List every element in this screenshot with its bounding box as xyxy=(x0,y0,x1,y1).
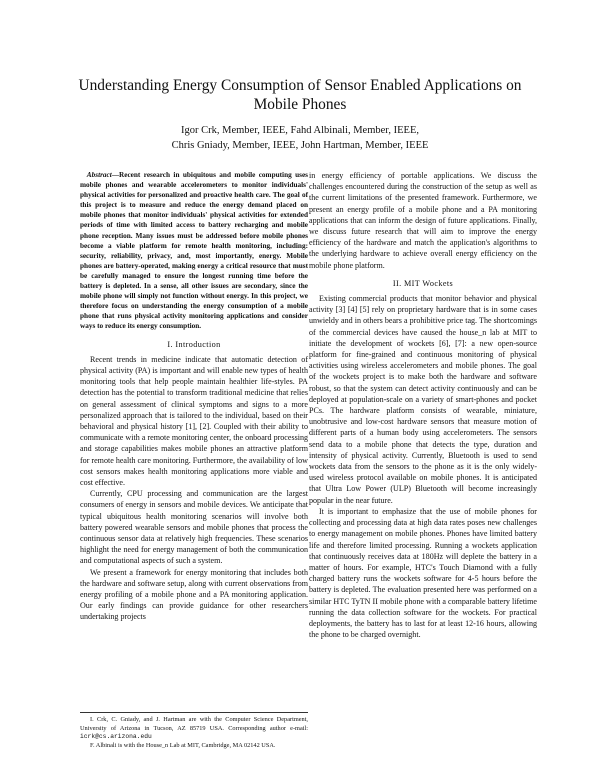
section-heading-mit-wockets: II. MIT Wockets xyxy=(392,278,454,288)
author-list xyxy=(70,124,530,153)
authors-line-2: Chris Gniady, Member, IEEE, John Hartman, Member, IEEE xyxy=(171,139,429,151)
section-heading-introduction: I. Introduction xyxy=(167,339,221,349)
intro-paragraph-3: We present a framework for energy monitoring that includes both the hardware and software setup, along with current observations from energy profiling of a mobile phone and a PA monitoring application. Our early findings can provide guidance for other researchers undertaking projects xyxy=(80,567,308,622)
intro-paragraph-2: Currently, CPU processing and communication are the largest consumers of energy in sensors and mobile devices. We anticipate that typical ubiquitous health monitoring scenarios will involve both battery powered wearable sensors and mobile phones that process the continuous sensor data at relatively high frequencies. These scenarios highlight the need for energy management of both the communication and computational aspects of such a system. xyxy=(80,489,308,566)
mit-wockets-paragraph-2: It is important to emphasize that the use of mobile phones for collecting and processing data at high data rates poses new challenges to energy management on mobile phones. Phones have limited battery life and therefore limited processing. Running a wockets application that continuously receives data at 180Hz will deplete the battery in a matter of hours. For example, HTC's Touch Diamond with a fully charged battery runs the wockets software for 4-5 hours before the battery is depleted. The evaluation presented here was performed on a similar HTC TyTN II mobile phone with a comparable battery lifetime running the data collection software for the wockets. For practical deployments, the battery has to last for at least 12-16 hours, allowing the phone to be charged overnight. xyxy=(309,506,537,640)
footnote-1-email[interactable]: icrk@cs.arizona.edu xyxy=(80,733,152,741)
mit-wockets-paragraph-1: Existing commercial products that monitor behavior and physical activity [3] [4] [5] rely on proprietary hardware that is in some cases unwieldy and in others bears a prohibitive price tag. The shortcomings of the commercial devices have caused the house_n lab at MIT to initiate the development of wockets [6], [7]: a new open-source platform for fine-grained and continuous monitoring of physical activities using wireless accelerometers and mobile phones. The goal of the wockets project is to make both the hardware and software robust, so that the system can detect activity continuously and can be deployed at population-scale on a variety of smart-phones and pocket PCs. The hardware platform consists of wearable, miniature, unobtrusive and low-cost hardware sensors that measure motion of different parts of a human body using accelerometers. The sensors send data to a mobile phone that detects the type, duration and intensity of physical activity. Currently, Bluetooth is used to send wockets data from the sensors to the phone as it is the only widely-used wireless protocol available on mobile phones. It is anticipated that Ultra Low Power (ULP) Bluetooth will become increasingly popular in the near future. xyxy=(309,294,537,505)
authors-line-1: Igor Crk, Member, IEEE, Fahd Albinali, Member, IEEE, xyxy=(181,125,419,136)
right-column xyxy=(309,170,537,640)
abstract: Abstract—Recent research in ubiquitous and mobile computing uses mobile phones and wearable accelerometers to monitor individuals' physical activities for personalized and proactive health care. The goal of this project is to measure and reduce the energy demand placed on mobile phones that monitor individuals' physical activities for extended periods of time with limited access to battery recharging and mobile phone reception. Many issues must be addressed before mobile phones become a viable platform for remote health monitoring, including: security, reliability, privacy, and, most importantly, energy. Mobile phones are battery-operated, making energy a critical resource that must be carefully managed to ensure the longest running time before the battery is depleted. In a sense, all other issues are secondary, since the mobile phone will simply not function without energy. In this project, we therefore focus on understanding the energy consumption of a mobile phone that runs physical activity monitoring applications and consider ways to reduce its energy consumption. xyxy=(80,171,309,331)
footnote-1-text: I. Crk, C. Gniady, and J. Hartman are with the Computer Science Department, University of Arizona in Tucson, AZ 85719 USA. Corresponding author e-mail: xyxy=(80,716,308,732)
abstract-lead: Abstract xyxy=(86,171,112,179)
intro-paragraph-1: Recent trends in medicine indicate that automatic detection of physical activity (PA) is important and will enable new types of health monitoring tools that help people maintain healthier life-styles. PA detection has the potential to transform traditional medicine that relies on general assessment of clinical symptoms and signs to a more personalized approach that is tailored to the individual, based on their behavioral and physical history [1], [2]. Coupled with their ability to communicate with a remote monitoring center, the onboard processing and storage capabilities makes mobile phones an attractive platform for remote health care monitoring. Furthermore, the availability of low cost sensors makes health monitoring applications more viable and cost effective. xyxy=(80,354,308,487)
paper-title: Understanding Energy Consumption of Sensor Enabled Applications on Mobile Phones xyxy=(78,77,522,113)
abstract-text: Recent research in ubiquitous and mobile computing uses mobile phones and wearable accelerometers to monitor individuals' physical activities for personalized and proactive health care. The goal of this project is to measure and reduce the energy demand placed on mobile phones that monitor individuals' physical activities for extended periods of time with limited access to battery recharging and mobile phone reception. Many issues must be addressed before mobile phones become a viable platform for remote health monitoring, including: security, reliability, privacy, and, most importantly, energy. Mobile phones are battery-operated, making energy a critical resource that must be carefully managed to ensure the longest running time before the battery is depleted. In a sense, all other issues are secondary, since the mobile phone will simply not function without energy. In this project, we therefore focus on understanding the energy consumption of a mobile phone that runs physical activity monitoring applications and consider ways to reduce its energy consumption. xyxy=(80,171,309,331)
footnotes xyxy=(80,712,308,750)
footnote-1 xyxy=(80,716,308,742)
intro-continuation-paragraph: in energy efficiency of portable applications. We discuss the challenges encountered during the construction of the setup as well as the current limitations of the presented framework. Furthermore, we present an energy profile of a mobile phone and a PA monitoring applications that can inform the design of future applications. Finally, we discuss future research that will aim to improve the energy efficiency of the hardware and match the application's algorithms to the underlying hardware to achieve overall energy efficiency on the mobile phone platform. xyxy=(309,171,537,270)
footnote-2: F. Albinali is with the House_n Lab at MIT, Cambridge, MA 02142 USA. xyxy=(90,741,276,749)
left-column xyxy=(80,170,308,623)
